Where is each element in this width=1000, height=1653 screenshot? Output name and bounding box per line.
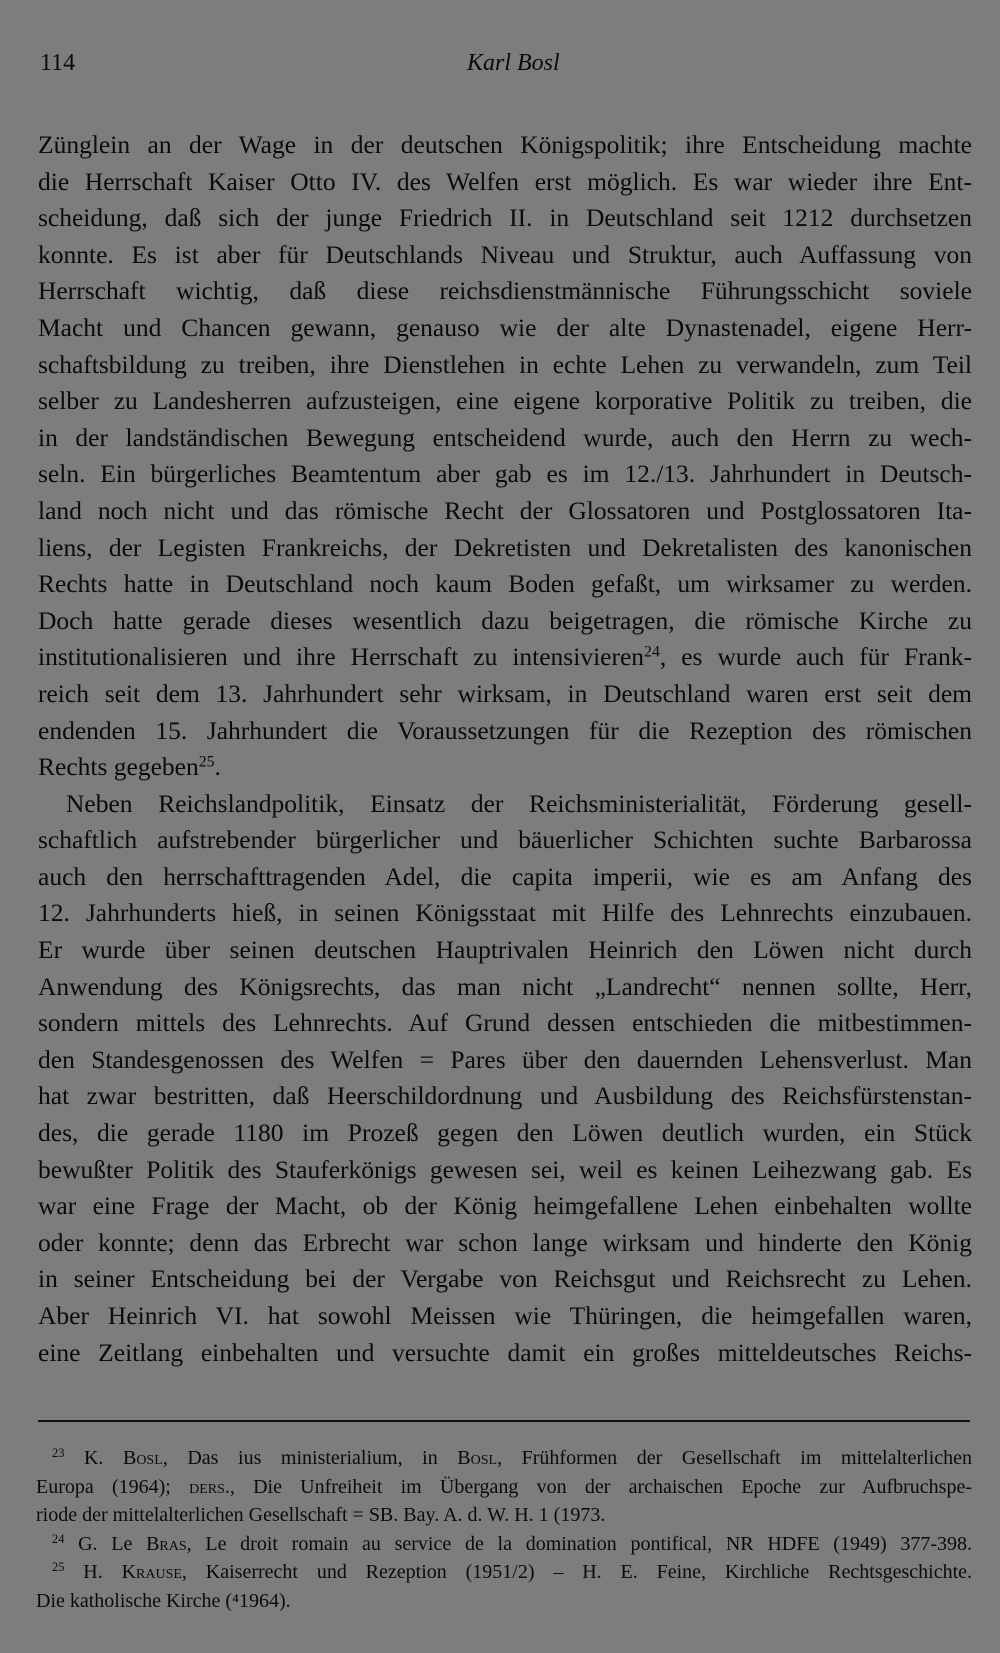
text-line: bewußter Politik des Stauferkönigs gewesen sei, weil es keinen Leihezwang gab. Es: [38, 1154, 972, 1184]
text-line: scheidung, daß sich der junge Friedrich II. in Deutschland seit 1212 durchsetzen: [38, 203, 972, 233]
text-line: Anwendung des Königsrechts, das man nicht „Landrecht“ nennen sollte, Herr,: [38, 971, 972, 1001]
text-line: Doch hatte gerade dieses wesentlich dazu beigetragen, die römische Kirche zu: [38, 605, 972, 635]
text-line: Zünglein an der Wage in der deutschen Königspolitik; ihre Entscheidung machte: [38, 130, 972, 159]
text-segment: institutionalisieren und ihre Herrschaft zu intensivieren: [38, 642, 645, 672]
footnote-24: [36, 1530, 972, 1559]
page-number: 114: [40, 50, 76, 76]
footnote-text: , Frühformen der Gesellschaft im mittelalterlichen: [497, 1447, 973, 1469]
text-line: hat zwar bestritten, daß Heerschildordnung und Ausbildung des Reichsfürstenstan-: [38, 1081, 972, 1111]
footnote-text: , Die Unfreiheit im Übergang von der archaischen Epoche zur Aufbruchspe-: [229, 1475, 972, 1498]
author-name: Bosl: [122, 1447, 163, 1469]
text-line: liens, der Legisten Frankreichs, der Dekretisten und Dekretalisten des kanonischen: [38, 532, 972, 562]
text-line: selber zu Landesherren aufzusteigen, eine eigene korporative Politik zu treiben, die: [38, 386, 972, 416]
text-line: [38, 639, 972, 676]
text-line: Er wurde über seinen deutschen Hauptrivalen Heinrich den Löwen nicht durch: [38, 935, 972, 965]
text-line: seln. Ein bürgerliches Beamtentum aber gab es im 12./13. Jahrhundert in Deutsch-: [38, 459, 972, 489]
text-line: in seiner Entscheidung bei der Vergabe von Reichsgut und Reichsrecht zu Lehen.: [38, 1264, 972, 1294]
text-line: sondern mittels des Lehnrechts. Auf Grund dessen entschieden die mitbestimmen-: [38, 1008, 972, 1038]
footnote-text: G. Le: [78, 1532, 147, 1555]
text-line: schaftlich aufstrebender bürgerlicher und bäuerlicher Schichten suchte Barbarossa: [38, 825, 972, 855]
footnote-text: , Das ius ministerialium, in: [162, 1447, 458, 1469]
footnote-23: [36, 1444, 972, 1473]
text-line: land noch nicht und das römische Recht der Glossatoren und Postglossatoren Ita-: [38, 495, 972, 525]
text-segment: Rechts gegeben: [38, 752, 199, 782]
footnote-text: K.: [83, 1447, 123, 1469]
footnote-text: , Kaiserrecht und Rezeption (1951/2) – H. E. Feine, Kirchliche Rechtsgeschichte.: [181, 1561, 973, 1583]
text-line: eine Zeitlang einbehalten und versuchte damit ein großes mitteldeutsches Reichs-: [38, 1337, 972, 1367]
author-name: Krause: [121, 1561, 182, 1583]
text-line: Neben Reichslandpolitik, Einsatz der Reichsministerialität, Förderung gesell-: [66, 788, 972, 818]
author-name: ders.: [189, 1475, 230, 1498]
footnote-text: , Le droit romain au service de la domination pontifical, NR HDFE (1949) 377-398.: [186, 1532, 972, 1555]
text-line: schaftsbildung zu treiben, ihre Dienstlehen in echte Lehen zu verwandeln, zum Teil: [38, 349, 972, 379]
footnote-23-cont: [36, 1473, 972, 1502]
text-line: des, die gerade 1180 im Prozeß gegen den Löwen deutlich wurden, ein Stück: [38, 1118, 972, 1148]
footnote-number: 23: [52, 1446, 65, 1461]
text-line: war eine Frage der Macht, ob der König heimgefallene Lehen einbehalten wollte: [38, 1191, 972, 1221]
text-line: Herrschaft wichtig, daß diese reichsdienstmännische Führungsschicht soviele: [38, 276, 972, 306]
text-line: in der landständischen Bewegung entscheidend wurde, auch den Herrn zu wech-: [38, 422, 972, 452]
text-line: konnte. Es ist aber für Deutschlands Niveau und Struktur, auch Auffassung von: [38, 239, 972, 269]
footnote-separator: [38, 1420, 970, 1422]
body-text: [38, 127, 972, 1371]
text-line: 12. Jahrhunderts hieß, in seinen Königsstaat mit Hilfe des Lehnrechts einzubauen.: [38, 898, 972, 928]
text-line: Macht und Chancen gewann, genauso wie der alte Dynastenadel, eigene Herr-: [38, 312, 972, 342]
footnote-23-cont: riode der mittelalterlichen Gesellschaft = SB. Bay. A. d. W. H. 1 (1973.: [36, 1504, 606, 1526]
text-line: [38, 749, 972, 786]
text-segment: .: [214, 752, 221, 782]
text-line: die Herrschaft Kaiser Otto IV. des Welfen erst möglich. Es war wieder ihre Ent-: [38, 166, 972, 196]
text-segment: , es wurde auch für Frank-: [659, 642, 972, 672]
text-line: Aber Heinrich VI. hat sowohl Meissen wie Thüringen, die heimgefallen waren,: [38, 1301, 972, 1330]
running-head: Karl Bosl: [467, 50, 560, 76]
text-line: endenden 15. Jahrhundert die Voraussetzungen für die Rezeption des römischen: [38, 715, 972, 745]
text-line: den Standesgenossen des Welfen = Pares über den dauernden Lehensverlust. Man: [38, 1044, 972, 1074]
footnote-number: 25: [52, 1560, 65, 1575]
footnote-25: [36, 1558, 972, 1587]
footnote-ref-25[interactable]: 25: [198, 753, 215, 771]
text-line: reich seit dem 13. Jahrhundert sehr wirksam, in Deutschland waren erst seit dem: [38, 678, 972, 708]
author-name: Bosl: [457, 1447, 498, 1469]
footnote-25-cont: Die katholische Kirche (⁴1964).: [36, 1589, 291, 1612]
footnote-ref-24[interactable]: 24: [644, 643, 660, 661]
author-name: Bras: [146, 1532, 187, 1555]
page-header: [40, 50, 972, 90]
footnote-number: 24: [52, 1531, 65, 1546]
footnote-text: H.: [83, 1561, 122, 1583]
text-line: Rechts hatte in Deutschland noch kaum Boden gefaßt, um wirksamer zu werden.: [38, 569, 972, 599]
text-line: auch den herrschafttragenden Adel, die capita imperii, wie es am Anfang des: [38, 861, 972, 891]
text-line: oder konnte; denn das Erbrecht war schon lange wirksam und hinderte den König: [38, 1227, 972, 1257]
footnotes: [36, 1444, 972, 1615]
footnote-text: Europa (1964);: [36, 1475, 190, 1498]
